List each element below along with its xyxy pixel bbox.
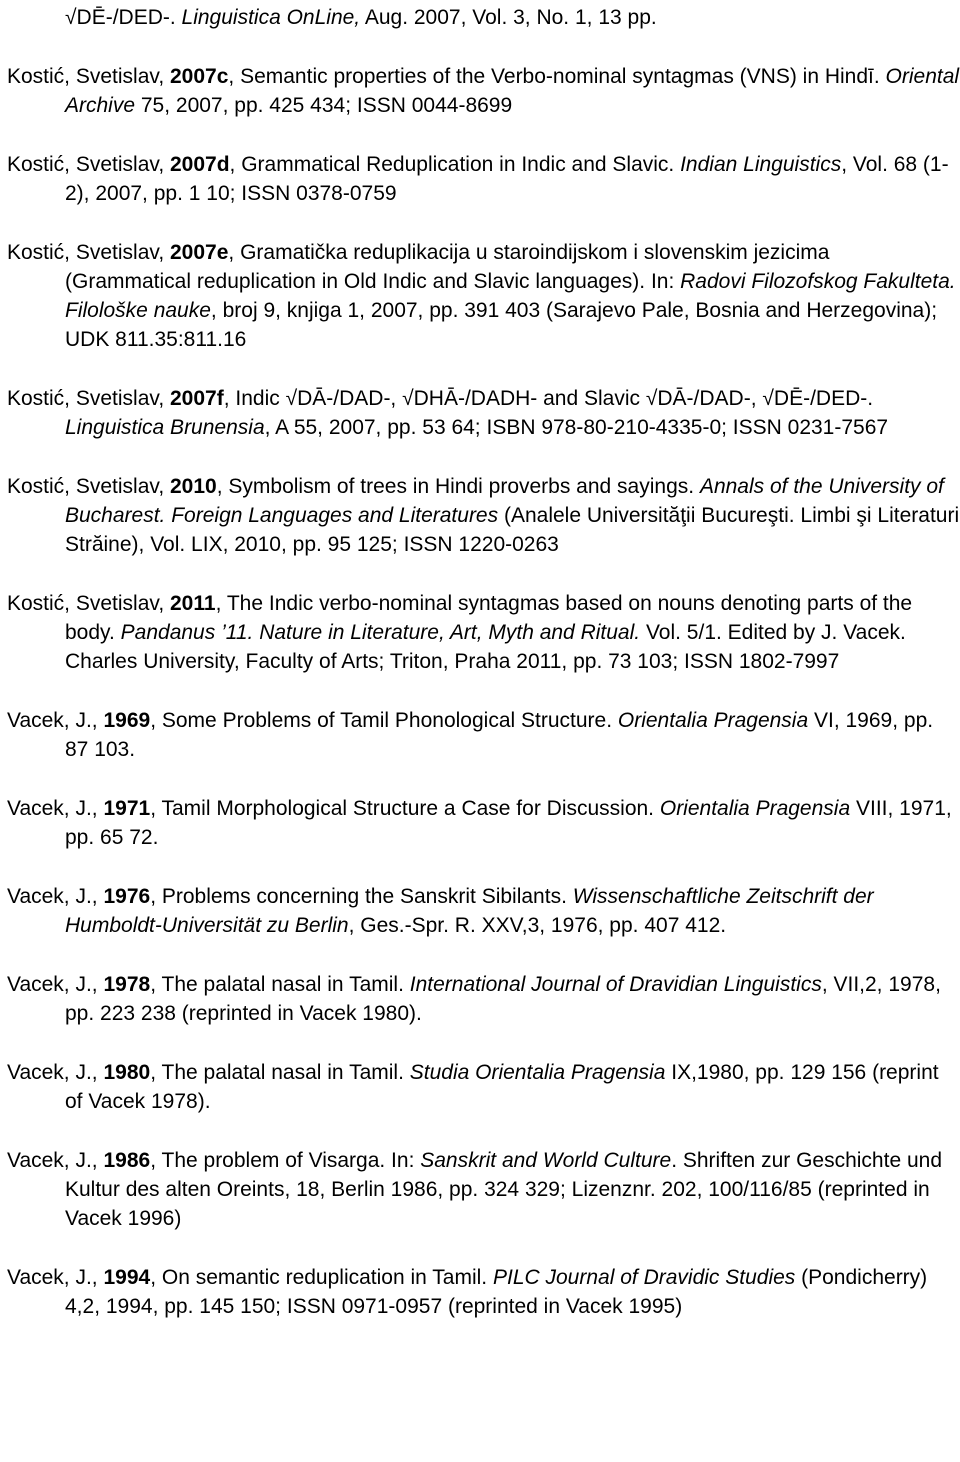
entry-text: , The palatal nasal in Tamil. xyxy=(150,973,410,996)
italic-title: Orientalia Pragensia xyxy=(659,797,851,820)
reference-list xyxy=(7,3,960,1321)
entry-text: Kostić, Svetislav, xyxy=(7,241,170,264)
entry-text: Vacek, J., xyxy=(7,885,104,908)
italic-title: Wissenschaftliche Zeitschrift der Humboldt-Universität zu Berlin xyxy=(65,885,874,937)
entry-text: , The Indic verbo-nominal syntagmas based on nouns denoting parts of the body. xyxy=(65,592,913,644)
entry-text: Kostić, Svetislav, xyxy=(7,65,170,88)
entry-text: VI, 1969, pp. 87 103. xyxy=(65,709,934,761)
entry-text: Vacek, J., xyxy=(7,1149,104,1172)
bold-year: 1980 xyxy=(103,1061,151,1084)
bold-year: 2010 xyxy=(170,475,217,498)
reference-entry xyxy=(7,62,960,120)
entry-text: VIII, 1971, pp. 65 72. xyxy=(65,797,952,849)
reference-entry xyxy=(7,1263,960,1321)
italic-title: Oriental Archive xyxy=(65,65,960,117)
italic-title: Annals of the University of Bucharest. Foreign Languages and Literatures xyxy=(65,475,944,527)
entry-text: Vacek, J., xyxy=(7,1266,104,1289)
reference-entry xyxy=(7,238,960,354)
bold-year: 2007d xyxy=(170,153,230,176)
bold-year: 2011 xyxy=(170,592,216,615)
italic-title: Linguistica Brunensia xyxy=(65,416,265,439)
entry-text: Kostić, Svetislav, xyxy=(7,592,170,615)
reference-entry xyxy=(7,150,960,208)
reference-entry xyxy=(7,970,960,1028)
bold-year: 2007f xyxy=(170,387,224,410)
entry-text: 75, 2007, pp. 425 434; ISSN 0044-8699 xyxy=(135,94,513,117)
entry-text: , The problem of Visarga. In: xyxy=(150,1149,421,1172)
entry-text: Kostić, Svetislav, xyxy=(7,153,170,176)
reference-entry xyxy=(7,706,960,764)
reference-entry xyxy=(7,1058,960,1116)
reference-entry xyxy=(7,1146,960,1233)
italic-title: Linguistica OnLine, xyxy=(181,6,361,29)
reference-entry xyxy=(7,3,960,32)
entry-text: (Analele Universităţii Bucureşti. Limbi şi Literaturi Străine), Vol. LIX, 2010, pp. 95 125; ISSN 1220-0263 xyxy=(65,504,960,556)
italic-title: Sanskrit and World Culture xyxy=(420,1149,672,1172)
reference-entry xyxy=(7,794,960,852)
entry-text: , Semantic properties of the Verbo-nominal syntagmas (VNS) in Hindī. xyxy=(228,65,886,88)
entry-text: , On semantic reduplication in Tamil. xyxy=(150,1266,493,1289)
bold-year: 2007e xyxy=(170,241,229,264)
entry-text: , The palatal nasal in Tamil. xyxy=(150,1061,410,1084)
italic-title: Radovi Filozofskog Fakulteta. Filološke nauke xyxy=(65,270,956,322)
reference-entry xyxy=(7,472,960,559)
bold-year: 1986 xyxy=(103,1149,151,1172)
entry-text: √DĒ-/DED-. xyxy=(65,6,182,29)
entry-text: , Tamil Morphological Structure a Case for Discussion. xyxy=(150,797,660,820)
italic-title: PILC Journal of Dravidic Studies xyxy=(492,1266,796,1289)
entry-text: Aug. 2007, Vol. 3, No. 1, 13 pp. xyxy=(360,6,657,29)
entry-text: . Shriften zur Geschichte und Kultur des alten Oreints, 18, Berlin 1986, pp. 324 329; Lizenznr. 202, 100/116/85 (reprinted in Vacek 1996) xyxy=(65,1149,942,1230)
entry-text: Vacek, J., xyxy=(7,797,104,820)
italic-title: Orientalia Pragensia xyxy=(617,709,809,732)
bold-year: 1971 xyxy=(103,797,151,820)
bold-year: 2007c xyxy=(170,65,229,88)
reference-entry xyxy=(7,589,960,676)
entry-text: , Gramatička reduplikacija u staroindijskom i slovenskim jezicima (Grammatical reduplication in Old Indic and Slavic languages). In: xyxy=(65,241,830,293)
entry-text: (Pondicherry) 4,2, 1994, pp. 145 150; ISSN 0971-0957 (reprinted in Vacek 1995) xyxy=(65,1266,928,1318)
italic-title: Studia Orientalia Pragensia xyxy=(409,1061,666,1084)
reference-entry xyxy=(7,882,960,940)
bold-year: 1978 xyxy=(103,973,151,996)
entry-text: , Symbolism of trees in Hindi proverbs and sayings. xyxy=(216,475,700,498)
entry-text: Vacek, J., xyxy=(7,1061,104,1084)
entry-text: Kostić, Svetislav, xyxy=(7,475,170,498)
entry-text: , Some Problems of Tamil Phonological Structure. xyxy=(150,709,618,732)
entry-text: IX,1980, pp. 129 156 (reprint of Vacek 1978). xyxy=(65,1061,939,1113)
italic-title: International Journal of Dravidian Linguistics xyxy=(409,973,822,996)
entry-text: , broj 9, knjiga 1, 2007, pp. 391 403 (Sarajevo Pale, Bosnia and Herzegovina); UDK 811.35:811.16 xyxy=(65,299,938,351)
entry-text: Vacek, J., xyxy=(7,973,104,996)
entry-text: , Indic √DĀ-/DAD-, √DHĀ-/DADH- and Slavic √DĀ-/DAD-, √DĒ-/DED-. xyxy=(223,387,874,410)
reference-entry xyxy=(7,384,960,442)
entry-text: Vol. 5/1. Edited by J. Vacek. Charles University, Faculty of Arts; Triton, Praha 2011, pp. 73 103; ISSN 1802-7997 xyxy=(65,621,906,673)
bold-year: 1976 xyxy=(103,885,151,908)
entry-text: Vacek, J., xyxy=(7,709,104,732)
entry-text: , Ges.-Spr. R. XXV,3, 1976, pp. 407 412. xyxy=(348,914,727,937)
entry-text: , Problems concerning the Sanskrit Sibilants. xyxy=(150,885,573,908)
bold-year: 1994 xyxy=(103,1266,151,1289)
entry-text: , A 55, 2007, pp. 53 64; ISBN 978-80-210-4335-0; ISSN 0231-7567 xyxy=(264,416,889,439)
italic-title: Indian Linguistics xyxy=(680,153,842,176)
entry-text: , Grammatical Reduplication in Indic and Slavic. xyxy=(229,153,681,176)
bold-year: 1969 xyxy=(103,709,151,732)
entry-text: , Vol. 68 (1-2), 2007, pp. 1 10; ISSN 0378-0759 xyxy=(65,153,949,205)
entry-text: , VII,2, 1978, pp. 223 238 (reprinted in Vacek 1980). xyxy=(65,973,941,1025)
entry-text: Kostić, Svetislav, xyxy=(7,387,170,410)
italic-title: Pandanus ’11. Nature in Literature, Art, Myth and Ritual. xyxy=(120,621,641,644)
